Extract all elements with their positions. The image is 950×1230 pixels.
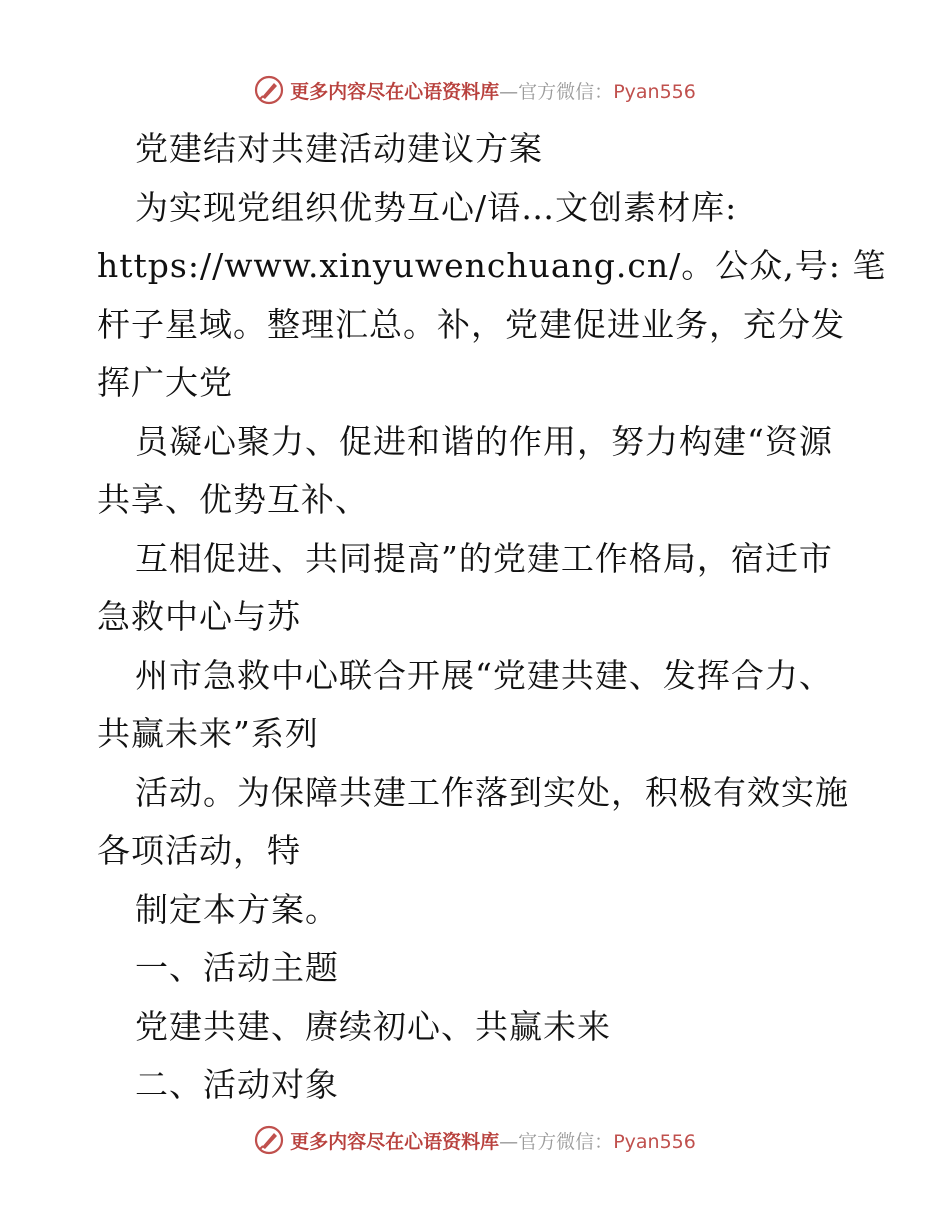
footer-banner-text — [290, 1127, 696, 1154]
paragraph-line: 为实现党组织优势互心/语…文创素材库: — [135, 187, 738, 227]
paragraph-line: 共享、优势互补、 — [97, 480, 369, 519]
header-banner-text — [290, 77, 696, 104]
paragraph-line: 互相促进、共同提高”的党建工作格局，宿迁市 — [135, 538, 833, 578]
banner-wechat-id: Pyan556 — [613, 80, 696, 103]
document-body — [97, 120, 887, 1115]
banner-mid-text: —官方微信： — [499, 1130, 614, 1153]
paragraph-line: 挥广大党 — [97, 363, 233, 402]
section-heading: 二、活动对象 — [135, 1065, 339, 1104]
banner-mid-text: —官方微信： — [499, 80, 614, 103]
paragraph-line: 杆子星域。整理汇总。补，党建促进业务，充分发 — [97, 304, 845, 344]
paragraph-line: 州市急救中心联合开展“党建共建、发挥合力、 — [135, 655, 833, 695]
paragraph-line: https://www.xinyuwenchuang.cn/。公众,号: 笔 — [97, 246, 887, 285]
section-heading: 一、活动主题 — [135, 948, 339, 987]
quill-pen-logo-icon — [254, 1125, 284, 1155]
paragraph-line: 活动。为保障共建工作落到实处，积极有效实施 — [135, 772, 849, 812]
paragraph-line: 急救中心与苏 — [97, 597, 301, 636]
document-title: 党建结对共建活动建议方案 — [135, 129, 543, 168]
footer-banner — [0, 1120, 950, 1160]
banner-lead-text: 更多内容尽在心语资料库 — [290, 1130, 500, 1153]
banner-lead-text: 更多内容尽在心语资料库 — [290, 80, 500, 103]
section-content: 党建共建、赓续初心、共赢未来 — [135, 1006, 611, 1046]
paragraph-line: 共赢未来”系列 — [97, 714, 319, 753]
paragraph-line: 员凝心聚力、促进和谐的作用，努力构建“资源 — [135, 421, 833, 461]
quill-pen-logo-icon — [254, 75, 284, 105]
banner-wechat-id: Pyan556 — [613, 1130, 696, 1153]
paragraph-line: 制定本方案。 — [135, 889, 339, 929]
header-banner — [0, 70, 950, 110]
paragraph-line: 各项活动，特 — [97, 831, 301, 870]
